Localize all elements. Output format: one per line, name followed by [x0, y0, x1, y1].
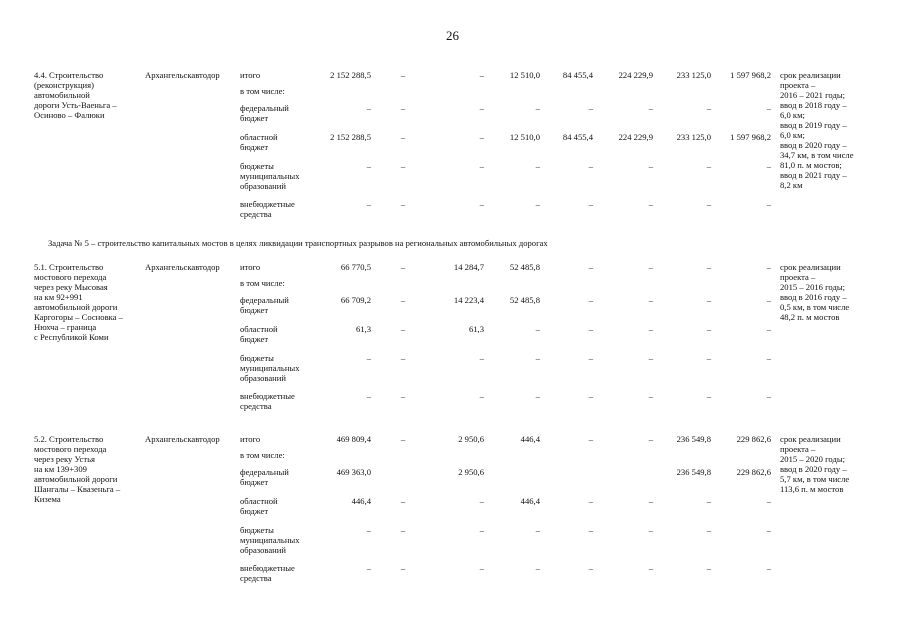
value-cell: 66 709,2: [340, 295, 371, 305]
project-note-line: 6,0 км;: [780, 110, 805, 120]
value-cell: –: [706, 103, 711, 113]
funding-source-label: [240, 324, 320, 344]
value-cell: 84 455,4: [562, 70, 593, 80]
funding-source-line: итого: [240, 262, 261, 272]
project-note-line: 6,0 км;: [780, 130, 805, 140]
funding-source-line: итого: [240, 434, 261, 444]
value-cell: –: [479, 496, 484, 506]
funding-source-label: [240, 563, 320, 583]
funding-source-line: бюджет: [240, 477, 269, 487]
funding-source-line: средства: [240, 573, 272, 583]
project-note-line: 2015 – 2016 годы;: [780, 282, 846, 292]
value-cell: –: [766, 103, 771, 113]
project-name-line: через реку Мысовая: [34, 282, 108, 292]
value-cell: –: [400, 391, 406, 401]
value-cell: 224 229,9: [618, 132, 653, 142]
value-cell: –: [588, 199, 593, 209]
project-note-line: 5,7 км, в том числе: [780, 474, 850, 484]
executor-org: Архангельскавтодор: [145, 70, 220, 80]
value-cell: –: [766, 199, 771, 209]
value-cell: –: [535, 103, 540, 113]
project-note-line: срок реализации: [780, 70, 841, 80]
project-note: [780, 70, 880, 190]
project-name: [34, 434, 139, 504]
value-cell: –: [479, 353, 484, 363]
project-note-line: 81,0 п. м мостов;: [780, 160, 842, 170]
project-name: [34, 70, 139, 120]
project-note: [780, 434, 880, 494]
funding-source-line: областной: [240, 324, 278, 334]
value-cell: 224 229,9: [618, 70, 653, 80]
value-cell: 469 363,0: [336, 467, 371, 477]
project-note-line: проекта –: [780, 444, 816, 454]
value-cell: –: [706, 496, 711, 506]
value-cell: 446,4: [520, 496, 540, 506]
project-note-line: срок реализации: [780, 434, 841, 444]
funding-source-line: в том числе:: [240, 278, 285, 288]
value-cell: –: [766, 262, 771, 272]
value-cell: –: [479, 161, 484, 171]
value-cell: –: [766, 525, 771, 535]
value-cell: –: [588, 324, 593, 334]
project-name-line: 5.2. Строительство: [34, 434, 104, 444]
value-cell: –: [479, 563, 484, 573]
value-cell: –: [366, 103, 371, 113]
project-name-line: Каргогоры – Сосновка –: [34, 312, 123, 322]
value-cell: –: [706, 199, 711, 209]
funding-source-line: образований: [240, 181, 286, 191]
project-name-line: Кизема: [34, 494, 61, 504]
project-name-line: (реконструкция): [34, 80, 94, 90]
project-name-line: на км 139+309: [34, 464, 87, 474]
project-note-line: ввод в 2016 году –: [780, 292, 847, 302]
value-cell: –: [588, 391, 593, 401]
value-cell: 233 125,0: [676, 70, 711, 80]
value-cell: 446,4: [351, 496, 371, 506]
value-cell: –: [535, 199, 540, 209]
funding-source-label: [240, 467, 320, 487]
project-note-line: ввод в 2020 году –: [780, 140, 847, 150]
project-name-line: на км 92+991: [34, 292, 83, 302]
value-cell: –: [706, 353, 711, 363]
project-note-line: проекта –: [780, 80, 816, 90]
project-note-line: срок реализации: [780, 262, 841, 272]
value-cell: –: [366, 353, 371, 363]
value-cell: –: [706, 391, 711, 401]
funding-source-line: федеральный: [240, 295, 289, 305]
value-cell: –: [588, 262, 593, 272]
value-cell: –: [766, 496, 771, 506]
value-cell: –: [706, 295, 711, 305]
value-cell: –: [400, 496, 406, 506]
funding-source-label: [240, 132, 320, 152]
project-name: [34, 262, 139, 342]
funding-source-line: федеральный: [240, 467, 289, 477]
value-cell: –: [648, 434, 653, 444]
project-name-line: Шангалы – Квазеньга –: [34, 484, 121, 494]
project-note-line: проекта –: [780, 272, 816, 282]
value-cell: 2 152 288,5: [330, 70, 371, 80]
value-cell: 14 284,7: [453, 262, 484, 272]
project-name-line: мостового перехода: [34, 444, 107, 454]
value-cell: –: [366, 199, 371, 209]
funding-source-line: в том числе:: [240, 450, 285, 460]
project-name-line: с Республикой Коми: [34, 332, 109, 342]
value-cell: –: [648, 353, 653, 363]
value-cell: –: [648, 391, 653, 401]
value-cell: –: [588, 353, 593, 363]
funding-source-line: образований: [240, 373, 286, 383]
project-note-line: ввод в 2020 году –: [780, 464, 847, 474]
funding-source-label: [240, 295, 320, 315]
value-cell: –: [535, 563, 540, 573]
value-cell: –: [479, 103, 484, 113]
project-name-line: дороги Усть-Ваеньга –: [34, 100, 117, 110]
value-cell: –: [588, 434, 593, 444]
value-cell: 2 950,6: [458, 434, 484, 444]
value-cell: –: [648, 199, 653, 209]
page-number: 26: [446, 28, 459, 43]
funding-source-label: [240, 86, 320, 96]
value-cell: –: [706, 324, 711, 334]
funding-source-line: муниципальных: [240, 363, 300, 373]
funding-source-line: областной: [240, 132, 278, 142]
funding-source-label: [240, 199, 320, 219]
project-name-line: Осиново – Фалюки: [34, 110, 105, 120]
value-cell: –: [400, 324, 406, 334]
value-cell: 229 862,6: [736, 467, 771, 477]
project-note-line: 0,5 км, в том числе: [780, 302, 850, 312]
value-cell: –: [400, 70, 406, 80]
value-cell: 52 485,8: [509, 295, 540, 305]
executor-org: Архангельскавтодор: [145, 434, 220, 444]
funding-source-label: [240, 434, 320, 444]
funding-source-label: [240, 161, 320, 191]
project-note-line: ввод в 2021 году –: [780, 170, 847, 180]
project-name-line: 5.1. Строительство: [34, 262, 104, 272]
value-cell: –: [648, 525, 653, 535]
funding-source-line: средства: [240, 209, 272, 219]
value-cell: –: [706, 525, 711, 535]
value-cell: –: [766, 563, 771, 573]
funding-source-label: [240, 278, 320, 288]
value-cell: 233 125,0: [676, 132, 711, 142]
funding-source-line: бюджеты: [240, 161, 274, 171]
value-cell: –: [706, 262, 711, 272]
project-note-line: 8,2 км: [780, 180, 803, 190]
project-note-line: 48,2 п. м мостов: [780, 312, 840, 322]
value-cell: –: [648, 563, 653, 573]
value-cell: –: [648, 103, 653, 113]
funding-source-label: [240, 103, 320, 123]
funding-source-line: внебюджетные: [240, 391, 295, 401]
value-cell: 446,4: [520, 434, 540, 444]
value-cell: 236 549,8: [676, 434, 711, 444]
project-note-line: ввод в 2019 году –: [780, 120, 847, 130]
value-cell: 84 455,4: [562, 132, 593, 142]
funding-source-label: [240, 262, 320, 272]
value-cell: –: [400, 262, 406, 272]
project-name-line: Нюхча – граница: [34, 322, 97, 332]
value-cell: –: [535, 324, 540, 334]
funding-source-line: итого: [240, 70, 261, 80]
value-cell: –: [366, 525, 371, 535]
project-note-line: 2016 – 2021 годы;: [780, 90, 846, 100]
value-cell: –: [479, 391, 484, 401]
funding-source-line: областной: [240, 496, 278, 506]
value-cell: –: [479, 525, 484, 535]
project-note-line: 2015 – 2020 годы;: [780, 454, 846, 464]
value-cell: –: [766, 295, 771, 305]
value-cell: –: [400, 434, 406, 444]
project-name-line: автомобильной: [34, 90, 90, 100]
funding-source-line: бюджет: [240, 506, 269, 516]
value-cell: –: [706, 161, 711, 171]
funding-source-label: [240, 450, 320, 460]
value-cell: –: [479, 70, 484, 80]
value-cell: 14 223,4: [453, 295, 484, 305]
project-name-line: автомобильной дороги: [34, 474, 118, 484]
value-cell: –: [766, 391, 771, 401]
value-cell: 52 485,8: [509, 262, 540, 272]
value-cell: –: [588, 103, 593, 113]
value-cell: –: [766, 353, 771, 363]
value-cell: 12 510,0: [509, 132, 540, 142]
value-cell: 61,3: [355, 324, 371, 334]
value-cell: –: [400, 161, 406, 171]
funding-source-line: федеральный: [240, 103, 289, 113]
value-cell: 61,3: [468, 324, 484, 334]
executor-org: Архангельскавтодор: [145, 262, 220, 272]
value-cell: –: [648, 262, 653, 272]
funding-source-line: бюджеты: [240, 525, 274, 535]
value-cell: –: [766, 324, 771, 334]
funding-source-line: муниципальных: [240, 535, 300, 545]
value-cell: –: [479, 199, 484, 209]
project-note: [780, 262, 880, 322]
value-cell: 236 549,8: [676, 467, 711, 477]
funding-source-line: бюджеты: [240, 353, 274, 363]
funding-source-line: средства: [240, 401, 272, 411]
value-cell: –: [366, 391, 371, 401]
value-cell: –: [588, 295, 593, 305]
value-cell: –: [588, 563, 593, 573]
value-cell: –: [706, 563, 711, 573]
funding-source-label: [240, 391, 320, 411]
value-cell: 66 770,5: [340, 262, 371, 272]
value-cell: –: [400, 525, 406, 535]
value-cell: 12 510,0: [509, 70, 540, 80]
value-cell: –: [400, 563, 406, 573]
value-cell: –: [588, 496, 593, 506]
value-cell: –: [400, 353, 406, 363]
value-cell: 1 597 968,2: [730, 70, 771, 80]
value-cell: –: [648, 161, 653, 171]
project-name-line: мостового перехода: [34, 272, 107, 282]
value-cell: –: [479, 132, 484, 142]
funding-source-label: [240, 353, 320, 383]
value-cell: –: [535, 353, 540, 363]
funding-source-line: муниципальных: [240, 171, 300, 181]
value-cell: –: [535, 161, 540, 171]
funding-source-line: образований: [240, 545, 286, 555]
value-cell: –: [535, 391, 540, 401]
value-cell: 2 152 288,5: [330, 132, 371, 142]
value-cell: –: [400, 199, 406, 209]
funding-source-label: [240, 496, 320, 516]
value-cell: –: [588, 161, 593, 171]
funding-source-line: внебюджетные: [240, 199, 295, 209]
value-cell: –: [766, 161, 771, 171]
funding-source-line: бюджет: [240, 334, 269, 344]
value-cell: 1 597 968,2: [730, 132, 771, 142]
project-name-line: 4.4. Строительство: [34, 70, 104, 80]
value-cell: –: [400, 295, 406, 305]
value-cell: –: [400, 103, 406, 113]
value-cell: –: [648, 324, 653, 334]
value-cell: –: [648, 295, 653, 305]
value-cell: –: [366, 161, 371, 171]
task-heading: Задача № 5 – строительство капитальных мостов в целях ликвидации транспортных разрывов на региональных автомобильных дорогах: [48, 238, 548, 248]
value-cell: –: [535, 525, 540, 535]
value-cell: –: [648, 496, 653, 506]
value-cell: 469 809,4: [336, 434, 371, 444]
funding-source-line: в том числе:: [240, 86, 285, 96]
funding-source-line: бюджет: [240, 142, 269, 152]
funding-source-line: бюджет: [240, 113, 269, 123]
funding-source-line: бюджет: [240, 305, 269, 315]
project-note-line: 34,7 км, в том числе: [780, 150, 854, 160]
value-cell: –: [400, 132, 406, 142]
value-cell: 229 862,6: [736, 434, 771, 444]
funding-source-label: [240, 525, 320, 555]
project-name-line: автомобильной дороги: [34, 302, 118, 312]
project-note-line: 113,6 п. м мостов: [780, 484, 844, 494]
project-note-line: ввод в 2018 году –: [780, 100, 847, 110]
value-cell: –: [588, 525, 593, 535]
funding-source-line: внебюджетные: [240, 563, 295, 573]
value-cell: –: [366, 563, 371, 573]
project-name-line: через реку Устья: [34, 454, 95, 464]
funding-source-label: [240, 70, 320, 80]
value-cell: 2 950,6: [458, 467, 484, 477]
